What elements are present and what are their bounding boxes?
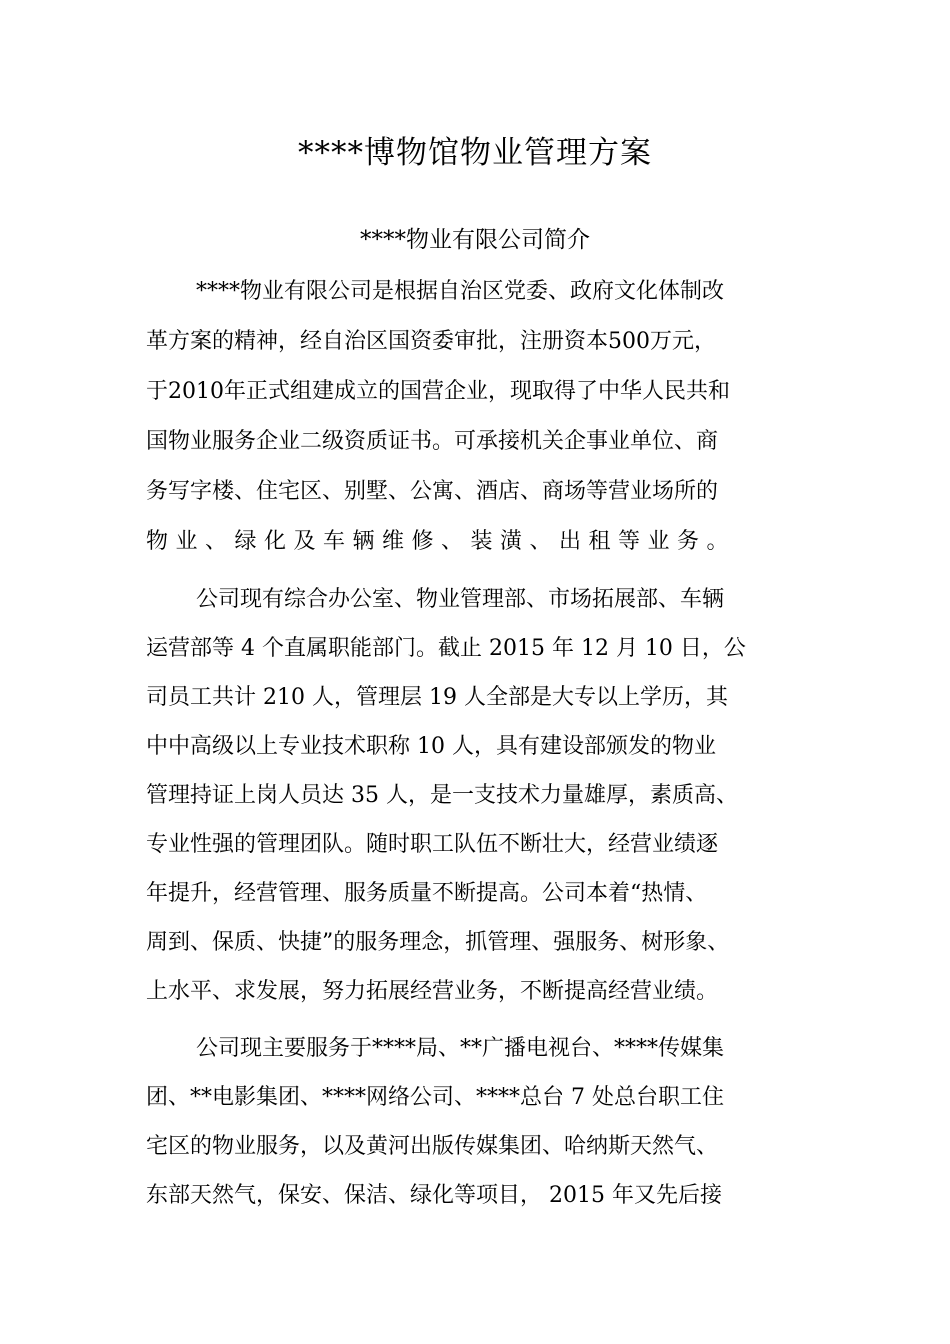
paragraph-3-line: 公司现主要服务于****局、**广播电视台、****传媒集 [196,1036,725,1061]
paragraph-3-line: 宅区的物业服务，以及黄河出版传媒集团、哈纳斯天然气、 [146,1134,719,1159]
paragraph-2-line: 年提升，经营管理、服务质量不断提高。公司本着“热情、 [146,881,708,906]
section-heading: ****物业有限公司简介 [360,227,590,253]
paragraph-2-line: 专业性强的管理团队。随时职工队伍不断壮大，经营业绩逐 [146,832,719,857]
document-title: ****博物馆物业管理方案 [298,135,652,171]
paragraph-3-line: 团、**电影集团、****网络公司、****总台 7 处总台职工住 [146,1085,724,1110]
paragraph-2-line: 司员工共计 210 人，管理层 19 人全部是大专以上学历，其 [146,685,728,710]
paragraph-1-line: 国物业服务企业二级资质证书。可承接机关企事业单位、商 [146,429,719,454]
paragraph-2-line: 公司现有综合办公室、物业管理部、市场拓展部、车辆 [196,587,725,612]
paragraph-2-line: 中中高级以上专业技术职称 10 人，具有建设部颁发的物业 [146,734,716,759]
paragraph-1-line: 务写字楼、住宅区、别墅、公寓、酒店、商场等营业场所的 [146,479,719,504]
paragraph-1-line: 于2010年正式组建成立的国营企业，现取得了中华人民共和 [146,379,730,404]
paragraph-2-line: 运营部等 4 个直属职能部门。截止 2015 年 12 月 10 日，公 [146,636,746,661]
paragraph-2-line: 上水平、求发展，努力拓展经营业务，不断提高经营业绩。 [146,979,719,1004]
paragraph-1-line: ****物业有限公司是根据自治区党委、政府文化体制改 [196,279,725,304]
paragraph-2-line: 管理持证上岗人员达 35 人，是一支技术力量雄厚，素质高、 [146,783,738,808]
paragraph-1-line: 革方案的精神，经自治区国资委审批，注册资本500万元， [146,329,716,354]
paragraph-1-line: 物业、绿化及车辆维修、装潢、出租等业务。 [146,529,737,554]
paragraph-3-line: 东部天然气，保安、保洁、绿化等项目， 2015 年又先后接 [146,1183,722,1208]
paragraph-2-line: 周到、保质、快捷”的服务理念，抓管理、强服务、树形象、 [146,930,730,955]
